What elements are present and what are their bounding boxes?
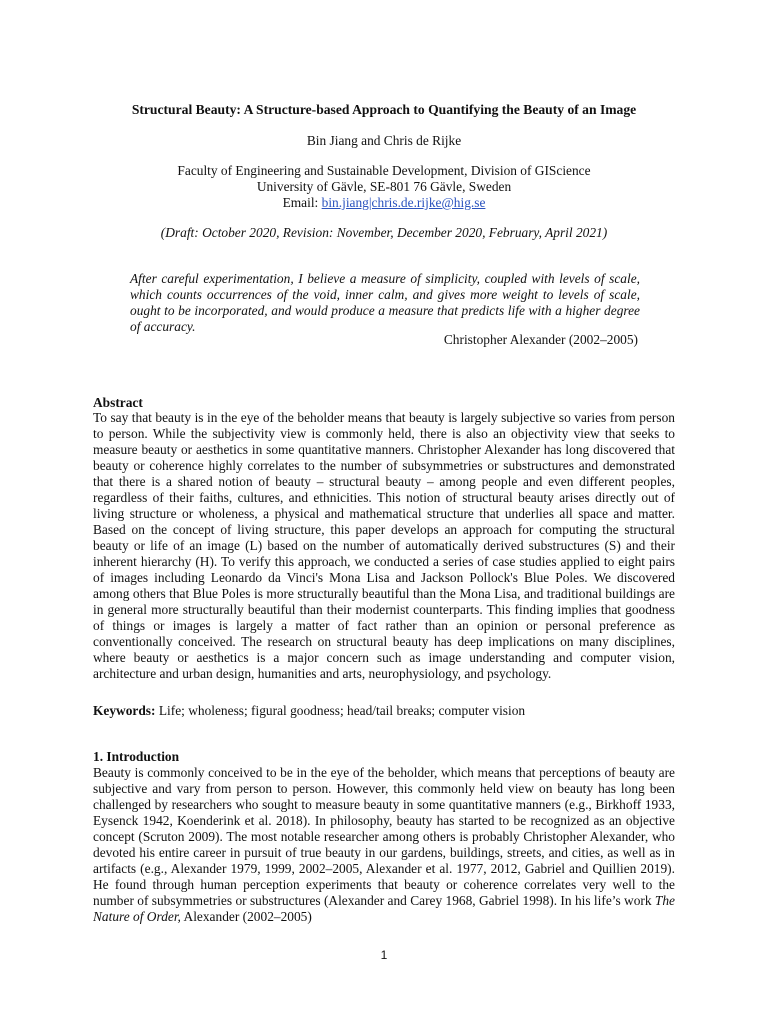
introduction-tail: Alexander (2002–2005) — [180, 909, 312, 924]
email-line — [93, 195, 675, 211]
epigraph-attribution: Christopher Alexander (2002–2005) — [443, 332, 638, 347]
introduction-heading: 1. Introduction — [93, 749, 180, 764]
affiliation-line: Faculty of Engineering and Sustainable Development, Division of GIScience — [177, 163, 591, 178]
keywords-label: Keywords: — [93, 703, 156, 718]
affiliation-block — [93, 163, 675, 211]
abstract-text: To say that beauty is in the eye of the beholder means that beauty is largely subjective so varies from person to person. While the subjectivity view is commonly held, there is also an objectivity view that seeks to measure beauty or aesthetics in some quantitative manners. Christopher Alexander has long discovered that beauty or coherence highly correlates to the number of subsymmetries or substructures and demonstrated that there is a shared notion of beauty – structural beauty – among people and even different peoples, regardless of their faiths, cultures, and ethnicities. This notion of structural beauty arises directly out of living structure or wholeness, a physical and mathematical structure that underlies all space and matter. Based on the concept of living structure, this paper develops an approach for computing the structural beauty or life of an image (L) based on the number of automatically derived substructures (S) and their inherent hierarchy (H). To verify this approach, we conducted a series of case studies applied to eight pairs of images including Leonardo da Vinci's Mona Lisa and Jackson Pollock's Blue Poles. We discovered among others that Blue Poles is more structurally beautiful than the Mona Lisa, and traditional buildings are in general more structurally beautiful than their modernist counterparts. This finding implies that goodness of things or images is largely a matter of fact rather than an opinion or personal preference as conventionally conceived. The research on structural beauty has deep implications on many disciplines, where beauty or aesthetics is a major concern such as image understanding and computer vision, architecture and urban design, humanities and arts, neurophysiology, and psychology. — [93, 410, 675, 681]
paper-title: Structural Beauty: A Structure-based Approach to Quantifying the Beauty of an Image — [131, 102, 637, 117]
email-label: Email: — [282, 195, 322, 210]
draft-note: (Draft: October 2020, Revision: November, December 2020, February, April 2021) — [160, 225, 608, 240]
epigraph-quote: After careful experimentation, I believe a measure of simplicity, coupled with levels of scale, which counts occurrences of the void, inner calm, and gives more weight to levels of scale, ought to be incorporated, and would produce a measure that predicts life with a higher degree of accuracy. — [130, 271, 640, 334]
page-number: 1 — [380, 948, 388, 962]
keywords-text: Life; wholeness; figural goodness; head/tail breaks; computer vision — [155, 703, 526, 718]
email-link[interactable]: bin.jiang|chris.de.rijke@hig.se — [321, 195, 486, 210]
introduction-text — [93, 765, 675, 927]
introduction-body: Beauty is commonly conceived to be in the eye of the beholder, which means that perceptions of beauty are subjective and vary from person to person. However, this commonly held view on beauty has long been challenged by researchers who sought to measure beauty in some quantitative manners (e.g., Birkhoff 1933, Eysenck 1942, Koenderink et al. 2018). In philosophy, beauty has started to be recognized as an objective concept (Scruton 2009). The most notable researcher among others is probably Christopher Alexander, who devoted his entire career in pursuit of true beauty in our gardens, buildings, streets, and cities, as well as in artifacts (e.g., Alexander 1979, 1999, 2002–2005, Alexander et al. 1977, 2012, Gabriel and Quillien 2019). He found through human perception experiments that beauty or coherence correlates very well to the number of subsymmetries or substructures (Alexander and Carey 1968, Gabriel 1998). In his life’s work — [93, 765, 675, 908]
abstract-heading: Abstract — [93, 395, 143, 410]
affiliation-line: University of Gävle, SE-801 76 Gävle, Sweden — [256, 179, 512, 194]
book-title: The Nature of Order, — [93, 893, 675, 924]
paper-page — [93, 0, 675, 1024]
keywords-line — [93, 703, 675, 719]
paper-authors: Bin Jiang and Chris de Rijke — [306, 133, 462, 148]
